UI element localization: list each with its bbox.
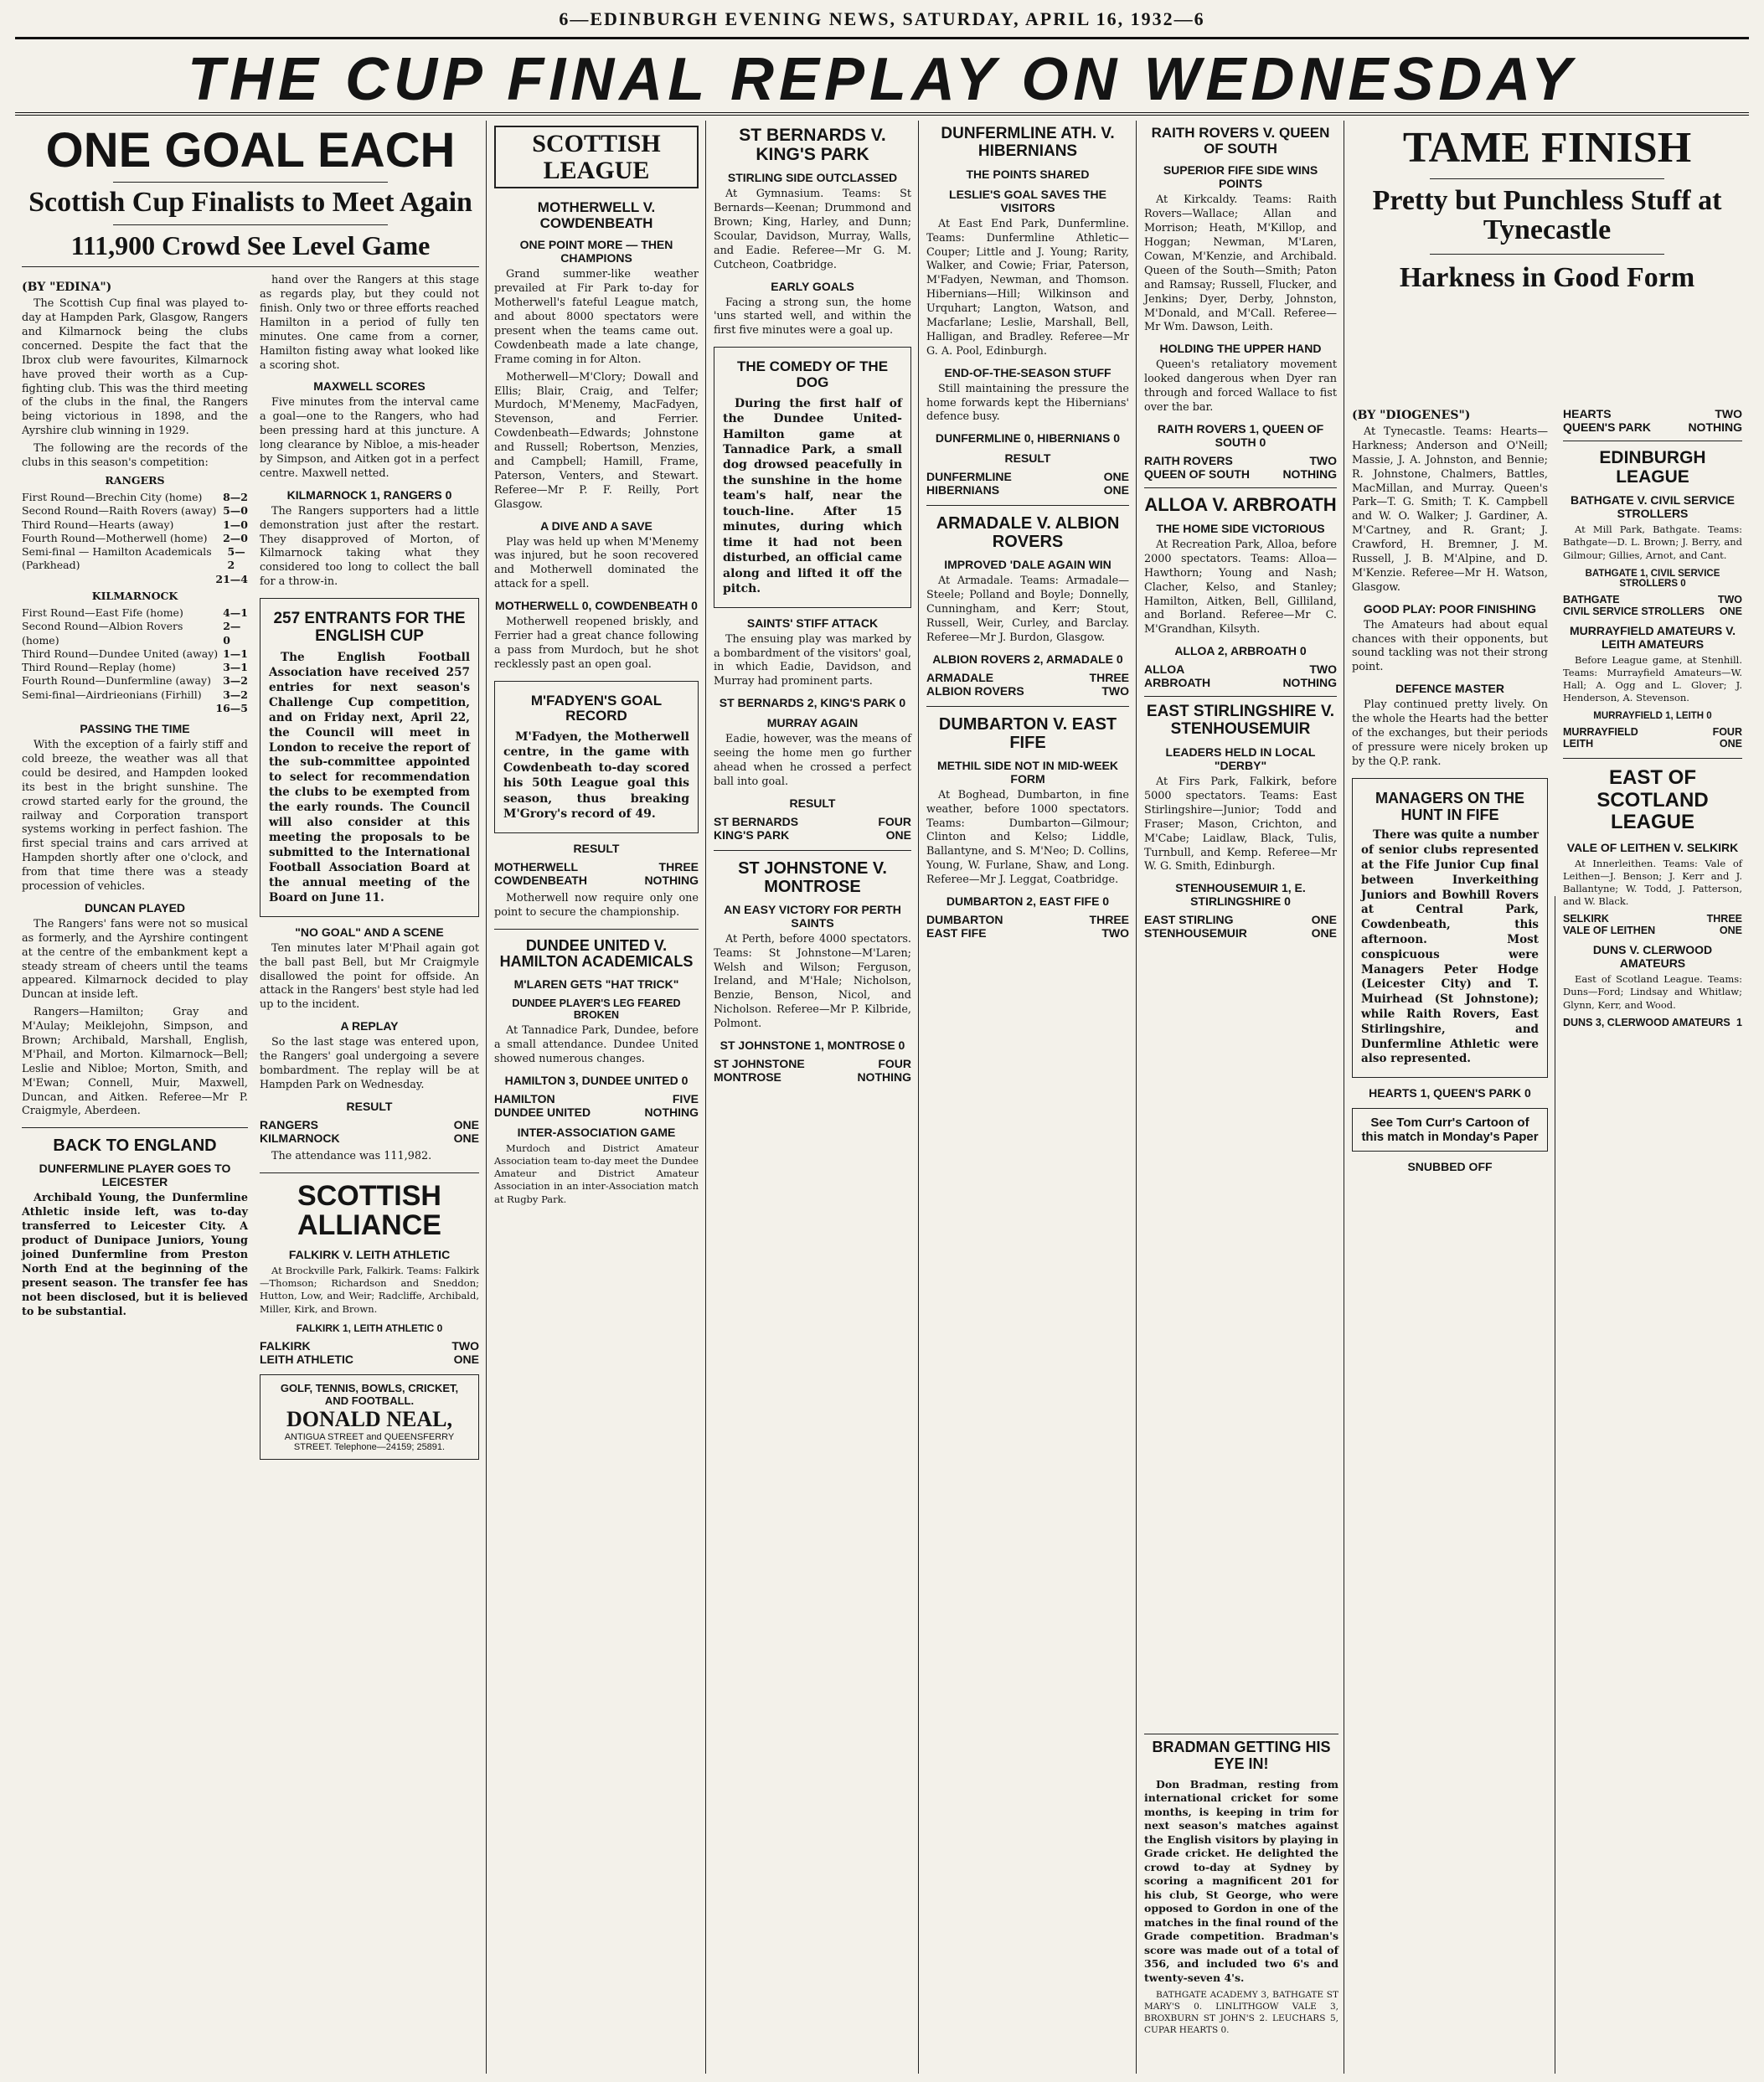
teams-text: Rangers—Hamilton; Gray and M'Aulay; Meiklejohn, Simpson, and Brown; Archibald, Marshall, English, M'Phail, and Morton. Kilmarnock—Bell; Leslie and Nibloe; Morton, Smith, and M'Ewan; Connell, Muir, Maxwell, Duncan, and Aitken. Referee—Mr P. Craigmyle, Aberdeen. (22, 1006, 248, 1118)
alliance-result: FALKIRK TWO LEITH ATHLETIC ONE (260, 1338, 479, 1366)
match-sub: THE HOME SIDE VICTORIOUS (1156, 522, 1325, 536)
record-row: Second Round—Albion Rovers (home) 2—0 (22, 620, 241, 647)
article-text: Eadie, however, was the means of seeing the home men go further ahead when he crossed a perfect ball into goal. (714, 733, 911, 788)
article-text: At Kirkcaldy. Teams: Raith Rovers—Wallace; Allan and Morrison; Heath, M'Killop, and Hoggan; Newman, M'Laren, Cowan, M'Kenzie, and Archibald. Queen of the South—Smith; Paton and Ramsay; Russell, Flucker, and Jenkins; Dyer, Derby, Johnston, M'Donald, and M'Call. Referee—Mr Wm. Dawson, Leith. (1144, 193, 1337, 334)
cup-final-subhead: Scottish Cup Finalists to Meet Again (28, 186, 472, 218)
article-text: Play was held up when M'Menemy was injured, but he soon recovered and Motherwell dominated the attack for a spell. (494, 535, 699, 591)
section-title: "NO GOAL" AND A SCENE (295, 925, 444, 939)
mfadyen-box (494, 681, 699, 833)
alliance-ht: FALKIRK 1, LEITH ATHLETIC 0 (296, 1322, 443, 1334)
section-title: MAXWELL SCORES (313, 379, 426, 394)
advert-name: DONALD NEAL, (286, 1406, 452, 1431)
article-text: At East End Park, Dunfermline. Teams: Dunfermline Athletic—Couper; Little and J. Young; Rarity, Walker, and Cowie; Friar, Paterson, M'Fadyen, Newman, and Thomson. Hibernians—Hill; Wilkinson and Urquhart; Langton, Watson, and Macfarlane; Leslie, Marshall, Bell, Halligan, and Bradley. Referee—Mr G. A. Pool, Edinburgh. (926, 217, 1129, 358)
page-banner: THE CUP FINAL REPLAY ON WEDNESDAY (187, 46, 1577, 113)
match-sub: AN EASY VICTORY FOR PERTH SAINTS (724, 902, 901, 930)
article-text: Before League game, at Stenhill. Teams: Murrayfield Amateurs—W. Hall; A. Ogg and L. Glover; J. Henderson, A. Stevenson. (1563, 653, 1742, 704)
managers-text: There was quite a number of senior clubs represented at the Fife Junior Cup final between Inverkeithing Juniors and Bowhill Rovers at Central Park, Cowdenbeath, this afternoon. Most conspicuous were Managers Peter Hodge (Leicester City) and T. Muirhead (St Johnstone); while Raith Rovers, East Stirlingshire, and Dunfermline Athletic were also represented. (1361, 828, 1539, 1066)
column-rule (705, 121, 706, 2074)
comedy-text: During the first half of the Dundee United-Hamilton game at Tannadice Park, a small dog drowsed peacefully in the sunshine in the home team's half, near the touch-line. After 15 minutes, during which time it had not been disturbed, an official came along and lifted it off the pitch. (723, 396, 902, 596)
half-time-score: HEARTS 1, QUEEN'S PARK 0 (1369, 1086, 1531, 1100)
advert-address: ANTIGUA STREET and QUEENSFERRY STREET. Telephone—24159; 25891. (284, 1431, 455, 1452)
st-bernards-result: ST BERNARDS FOUR KING'S PARK ONE (714, 814, 911, 842)
comedy-box (714, 347, 911, 607)
result-title: RESULT (789, 796, 836, 810)
match-sub: STIRLING SIDE OUTCLASSED (727, 171, 898, 185)
tame-finish-sub: Pretty but Punchless Stuff at Tynecastle (1372, 184, 1722, 246)
half-time-score: ALLOA 2, ARBROATH 0 (1174, 644, 1307, 658)
result-title: RESULT (346, 1099, 393, 1113)
divider (494, 929, 699, 930)
bradman-title: BRADMAN GETTING HIS EYE IN! (1152, 1739, 1331, 1772)
divider (260, 1172, 479, 1173)
record-title: RANGERS (105, 473, 165, 487)
article-text: At Gymnasium. Teams: St Bernards—Keenan; Drummond and Brown; King, Harley, and Dunn; Scoular, Davidson, Murray, Walls, and Eadie. Referee—Mr G. M. Cutcheon, Coatbridge. (714, 188, 911, 271)
hearts-result: HEARTS TWO QUEEN'S PARK NOTHING (1563, 407, 1742, 434)
intro-paragraph: The Scottish Cup final was played to-day at Hampden Park, Glasgow, Rangers and Kilmarnock being the clubs concerned. Despite the fact that the Ibrox club were favourites, Kilmarnock have proved their worth as a Cup-fighting club. This was the third meeting of the clubs in the final, the Rangers being victorious in 1898, and the Ayrshire club winning in 1929. (22, 297, 248, 438)
article-text: At Firs Park, Falkirk, before 5000 spectators. Teams: East Stirlingshire—Junior; Todd and Fraser; Mason, Crichton, and M'Cabe; Laidlaw, Black, Tulis, Turnbull, and Kemp. Referee—Mr W. G. Smith, Edinburgh. (1144, 776, 1337, 874)
scottish-league-column (487, 121, 705, 2074)
match-title: RAITH ROVERS V. QUEEN OF SOUTH (1151, 125, 1330, 157)
dumbarton-result: DUMBARTON THREE EAST FIFE TWO (926, 913, 1129, 941)
half-time-score: MOTHERWELL 0, COWDENBEATH 0 (495, 599, 698, 613)
result-title: RESULT (1004, 451, 1051, 466)
record-row: Fourth Round—Dunfermline (away) 3—2 (22, 674, 248, 688)
bradman-text: Don Bradman, resting from international cricket for some months, is keeping in trim for next season's matches against the English visitors by playing in Grade cricket. He delighted the crowd to-day at Sydney by scoring a magnificent 201 for his club, St George, who were opposed to Gordon in one of the matches in the final round of the Grade competition. Bradman's score was made out of a total of 356, and included two 6's and twenty-seven 4's. (1144, 1777, 1338, 1984)
column-rule (1136, 121, 1137, 2074)
tame-finish-sub2: Harkness in Good Form (1399, 261, 1695, 293)
duns-result: DUNS 3, CLERWOOD AMATEURS 1 (1563, 1016, 1742, 1028)
divider (1430, 178, 1664, 179)
cup-final-col-a (22, 274, 248, 1468)
divider (926, 706, 1129, 707)
attendance-text: The attendance was 111,982. (271, 1149, 432, 1162)
article-text: At Innerleithen. Teams: Vale of Leithen—J. Benson; J. Kerr and J. Ballantyne; W. Todd, J. Patterson, and W. Black. (1563, 857, 1742, 908)
teams-text: Motherwell—M'Clory; Dowall and Ellis; Blair, Craig, and Telfer; Murdoch, M'Menemy, MacFadyen, Stevenson, and Ferrier. Cowdenbeath—Edwards; Johnstone and Russell; Robertson, Menzies, and Campbell; Hamill, Frame, Paterson, Venters, and Stewart. Referee—Mr P. F. Reilly, Port Glasgow. (494, 370, 699, 511)
st-johnstone-result: ST JOHNSTONE FOUR MONTROSE NOTHING (714, 1057, 911, 1085)
tame-finish-headline: TAME FINISH (1402, 124, 1692, 172)
record-total: 21—4 (215, 572, 248, 585)
match-title: DUNS V. CLERWOOD AMATEURS (1592, 943, 1713, 971)
article-text: Motherwell reopened briskly, and Ferrier had a great chance following a pass from Murdoch, but he shot recklessly past an open goal. (494, 616, 699, 671)
divider (1144, 696, 1337, 697)
article-text: East of Scotland League. Teams: Duns—Ford; Lindsay and Whitlaw; Glynn, Kerr, and Wood. (1563, 973, 1742, 1011)
edinburgh-league-column (1556, 402, 1749, 2074)
section-title: MURRAY AGAIN (766, 716, 859, 730)
result-title: RESULT (573, 841, 620, 855)
managers-title: MANAGERS ON THE HUNT IN FIFE (1375, 789, 1524, 823)
article-text: At Mill Park, Bathgate. Teams: Bathgate—D. L. Brown; J. Berry, and Gilmour; Gillies, Arnot, and Cant. (1563, 523, 1742, 561)
selkirk-result: SELKIRK THREE VALE OF LEITHEN ONE (1563, 913, 1742, 937)
section-title: GOOD PLAY: POOR FINISHING (1363, 601, 1537, 616)
record-row: First Round—East Fife (home) 4—1 (22, 606, 248, 620)
alliance-match: FALKIRK V. LEITH ATHLETIC (288, 1248, 451, 1262)
section-title: SAINTS' STIFF ATTACK (746, 616, 879, 630)
article-text: At Boghead, Dumbarton, in fine weather, before 1000 spectators. Teams: Dumbarton—Gilmour; Clinton and Kelso; Liddle, Ballantyne, and S. M'Neo; D. Collins, Young, W. Furlane, Shaw, and Long. Referee—Mr J. Leggat, Coatbridge. (926, 788, 1129, 887)
article-text: Queen's retaliatory movement looked dangerous when Dyer ran through and forced Wallace to fist over the bar. (1144, 358, 1337, 414)
match-title: ALLOA V. ARBROATH (1144, 493, 1337, 515)
article-text: The ensuing play was marked by a bombardment of the visitors' goal, in which Eadie, Davidson, and Murray had prominent parts. (714, 632, 911, 688)
divider (714, 850, 911, 851)
match-title: BATHGATE V. CIVIL SERVICE STROLLERS (1570, 493, 1736, 521)
match-sub: IMPROVED 'DALE AGAIN WIN (944, 558, 1112, 572)
half-time-score: ALBION ROVERS 2, ARMADALE 0 (932, 652, 1123, 666)
article-text: Facing a strong sun, the home 'uns started well, and within the first five minutes were a goal up. (714, 296, 911, 338)
match-sub: DUNDEE PLAYER'S LEG FEARED BROKEN (512, 997, 681, 1022)
entrants-box (260, 598, 479, 917)
section-title: A REPLAY (340, 1019, 399, 1033)
east-scotland-title: EAST OF SCOTLAND LEAGUE (1596, 766, 1709, 834)
article-text: At Tannadice Park, Dundee, before a small attendance. Dundee United showed numerous changes. (494, 1024, 699, 1065)
crowd-headline: 111,900 Crowd See Level Game (70, 229, 431, 260)
section-title: SNUBBED OFF (1407, 1160, 1493, 1174)
article-text: Grand summer-like weather prevailed at Fir Park to-day for Motherwell's fateful League match, and about 8000 spectators were present when the teams came out. Cowdenbeath made a late change, Frame coming in for Alton. (494, 268, 699, 366)
section-title: INTER-ASSOCIATION GAME (517, 1125, 676, 1139)
section-title: PASSING THE TIME (80, 722, 190, 736)
cartoon-note (1352, 1108, 1548, 1152)
byline: (BY "DIOGENES") (1352, 409, 1471, 422)
half-time-score: HAMILTON 3, DUNDEE UNITED 0 (504, 1073, 689, 1087)
divider (22, 266, 479, 267)
article-text: Play continued pretty lively. On the whole the Hearts had the better of the exchanges, but their periods of pressure were nicely broken up by the Q.P. rank. (1352, 698, 1548, 768)
no-goal-text: Ten minutes later M'Phail again got the ball past Bell, but Mr Craigmyle disallowed the point for offside. An attack in the Rangers' best style had led up to the incident. (260, 941, 479, 1012)
scottish-league-title: SCOTTISH LEAGUE (494, 126, 699, 188)
motherwell-result: MOTHERWELL THREE COWDENBEATH NOTHING (494, 859, 699, 887)
article-text: At Recreation Park, Alloa, before 2000 spectators. Teams: Alloa—Hawthorn; Young and Nash; Clacher, Kelso, and Stanley; Hamilton, Aitken, Bell, Gilliland, and Borland. Referee—Mr C. M'Grandhan, Kilsyth. (1144, 539, 1337, 636)
article-text: Murdoch and District Amateur Association team to-day meet the Dundee Amateur and District Amateur Association in an inter-Association match at Rugby Park. (494, 1141, 699, 1205)
back-to-england-title: BACK TO ENGLAND (53, 1136, 217, 1156)
banner-rule (15, 112, 1749, 116)
cup-final-result: RANGERS ONE KILMARNOCK ONE (260, 1117, 479, 1145)
article-text: Still maintaining the pressure the home forwards kept the Hibernians' defence busy. (926, 382, 1129, 424)
half-time-score: DUMBARTON 2, EAST FIFE 0 (946, 894, 1110, 909)
section-title: DEFENCE MASTER (1395, 682, 1504, 696)
replay-text: So the last stage was entered upon, the Rangers' goal undergoing a severe bombardment. The replay will be at Hampden Park on Wednesday. (260, 1036, 479, 1091)
rangers-record (22, 474, 248, 715)
entrants-text: The English Football Association have received 257 entries for next season's Challenge Cup competition, and on Friday next, April 22, the Council will meet in London to receive the report of the sub-committee appointed to select for recommendation the clubs to be exempted from the early rounds. The Council will also consider at this meeting the proposals to be submitted to the International Football Association Board at the annual meeting of the Board on June 11. (269, 650, 470, 904)
match-sub: ONE POINT MORE — THEN CHAMPIONS (519, 238, 673, 265)
passing-text: With the exception of a fairly stiff and cold breeze, the weather was all that could be desired, and Hampden looked its best in the bright sunshine. The crowd started early for the ground, the railway and Corporation transport systems working in perfect fashion. The first special trains and cars arrived at Hampden shortly after one o'clock, and from that time there was a steady procession of vehicles. (22, 739, 248, 894)
dundee-united-result: HAMILTON FIVE DUNDEE UNITED NOTHING (494, 1091, 699, 1119)
divider (1563, 758, 1742, 759)
divider (113, 182, 388, 183)
half-time-score: RAITH ROVERS 1, QUEEN OF SOUTH 0 (1157, 421, 1324, 449)
match-sub: METHIL SIDE NOT IN MID-WEEK FORM (937, 758, 1118, 786)
article-text: At Armadale. Teams: Armadale—Steele; Polland and Boyle; Donnelly, Cunningham, and Kerr; Stout, Russell, Weir, Curley, and Barclay. Referee—Mr J. Burdon, Glasgow. (926, 575, 1129, 644)
back-to-england-text: Archibald Young, the Dunfermline Athletic inside left, was to-day transferred to Leicester City. A product of Dunipace Juniors, Young joined Dunfermline from Preston North End at the beginning of the present season. The transfer fee has not been disclosed, but it is believed to be substantial. (22, 1192, 248, 1318)
half-time-score: STENHOUSEMUIR 1, E. STIRLINGSHIRE 0 (1175, 881, 1306, 909)
record-total: 16—5 (215, 701, 248, 714)
alliance-title: SCOTTISH ALLIANCE (297, 1179, 441, 1242)
half-time-score: KILMARNOCK 1, RANGERS 0 (286, 487, 452, 502)
raith-result: RAITH ROVERS TWO QUEEN OF SOUTH NOTHING (1144, 453, 1337, 481)
top-rule (15, 37, 1749, 39)
st-bernards-column (707, 121, 918, 2074)
column-rule (486, 121, 487, 2074)
duncan-text: The Rangers' fans were not so musical as formerly, and the Ayrshire contingent at the centre of the embankment kept a steady stream of cheers until the teams appeared. Kilmarnock decided to play Duncan at inside left. (22, 917, 248, 1002)
half-time-score: BATHGATE 1, CIVIL SERVICE STROLLERS 0 (1585, 568, 1720, 589)
column-rule (918, 121, 919, 2074)
section-title: HOLDING THE UPPER HAND (1159, 342, 1322, 356)
record-title: KILMARNOCK (91, 589, 178, 602)
section-title: END-OF-THE-SEASON STUFF (944, 365, 1112, 379)
managers-box (1352, 778, 1548, 1079)
match-title: ST JOHNSTONE V. MONTROSE (738, 858, 887, 896)
cup-final-article (15, 121, 486, 2074)
match-title: ARMADALE V. ALBION ROVERS (936, 514, 1120, 552)
article-text: Motherwell now require only one point to secure the championship. (494, 891, 699, 919)
match-sub: LESLIE'S GOAL SAVES THE VISITORS (949, 187, 1106, 214)
match-title: VALE OF LEITHEN V. SELKIRK (1566, 840, 1739, 854)
record-row: First Round—Brechin City (home) 8—2 (22, 491, 248, 504)
section-title: EARLY GOALS (771, 279, 854, 293)
records-intro: The following are the records of the clubs in this season's competition: (22, 442, 248, 469)
alloa-result: ALLOA TWO ARBROATH NOTHING (1144, 662, 1337, 690)
match-title: EAST STIRLINGSHIRE V. STENHOUSEMUIR (1146, 703, 1335, 739)
match-sub: LEADERS HELD IN LOCAL "DERBY" (1165, 745, 1316, 773)
byline: (BY "EDINA") (22, 281, 112, 295)
cartoon-text: See Tom Curr's Cartoon of this match in Monday's Paper (1361, 1116, 1539, 1145)
match-title: DUNDEE UNITED V. HAMILTON ACADEMICALS (499, 936, 694, 971)
divider (1144, 487, 1337, 488)
half-time-score: MURRAYFIELD 1, LEITH 0 (1593, 711, 1712, 722)
section-title: DUNCAN PLAYED (84, 900, 186, 915)
cup-final-headline: ONE GOAL EACH (45, 123, 456, 178)
divider (22, 1127, 248, 1128)
edinburgh-league-title: EDINBURGH LEAGUE (1599, 448, 1706, 487)
dunfermline-column (920, 121, 1136, 2074)
newspaper-page (15, 8, 1749, 2074)
match-title: ST BERNARDS V. KING'S PARK (739, 126, 886, 165)
half-time-score: DUNFERMLINE 0, HIBERNIANS 0 (935, 431, 1121, 446)
article-text: At Tynecastle. Teams: Hearts—Harkness; Anderson and O'Neill; Massie, J. A. Johnston, and Bennie; R. Johnstone, Chalmers, Battles, MacMillan, and Murray. Queen's Park—T. G. Smith; T. K. Campbell and W. O. Walker; J. Gardiner, A. M'Cartney, and R. Grant; J. Crawford, H. Bremner, J. M. Russell, J. B. M'Alpine, and D. M'Kenzie. Referee—Mr H. Watson, Glasgow. (1352, 425, 1548, 594)
east-stirling-result: EAST STIRLING ONE STENHOUSEMUIR ONE (1144, 913, 1337, 941)
match-sub: M'LAREN GETS "HAT TRICK" (513, 977, 679, 992)
match-title: DUMBARTON V. EAST FIFE (938, 714, 1117, 752)
entrants-title: 257 ENTRANTS FOR THE ENGLISH CUP (273, 610, 466, 645)
dunfermline-result: DUNFERMLINE ONE HIBERNIANS ONE (926, 470, 1129, 497)
divider (113, 224, 388, 225)
bathgate-result: BATHGATE TWO CIVIL SERVICE STROLLERS ONE (1563, 593, 1742, 617)
match-sub: THE POINTS SHARED (966, 167, 1090, 181)
tame-finish-header (1345, 121, 1749, 439)
cup-final-col-b (260, 274, 479, 1468)
match-sub: SUPERIOR FIFE SIDE WINS POINTS (1163, 163, 1318, 191)
record-row: Second Round—Raith Rovers (away) 5—0 (22, 504, 248, 518)
record-row: Third Round—Dundee United (away) 1—1 (22, 647, 248, 660)
advert-donald-neal (260, 1374, 479, 1460)
murrayfield-result: MURRAYFIELD FOUR LEITH ONE (1563, 726, 1742, 750)
bradman-article (1144, 1734, 1338, 2040)
tame-finish-column (1345, 402, 1555, 2074)
article-text: At Perth, before 4000 spectators. Teams: St Johnstone—M'Laren; Welsh and Wilson; Ferguson, Ireland, and M'Hale; Nicholson, Benzie, Benson, Nicol, and Nicholson. Referee—Mr P. Kilbride, Polmont. (714, 932, 911, 1031)
article-text: The Amateurs had about equal chances with their opponents, but sound tackling was not their strong point. (1352, 618, 1548, 674)
mfadyen-text: M'Fadyen, the Motherwell centre, in the game with Cowdenbeath to-day scored his 50th League goal this season, thus breaking M'Grory's record of 49. (503, 730, 689, 822)
fixtures-text: BATHGATE ACADEMY 3, BATHGATE ST MARY'S 0. LINLITHGOW VALE 3, BROXBURN ST JOHN'S 2. LEUCHARS 5, CUPAR HEARTS 0. (1144, 1990, 1338, 2035)
record-row: Fourth Round—Motherwell (home) 2—0 (22, 531, 248, 544)
record-row: Semi-final — Hamilton Academicals (Parkhead) 5—2 (22, 545, 245, 572)
col-b-text: hand over the Rangers at this stage as regards play, but they could not finish. Only two or three efforts reached Hamilton in a period of fully ten minutes. One came from a corner, Hamilton fisting away what looked like a scoring shot. (260, 274, 479, 372)
match-title: DUNFERMLINE ATH. V. HIBERNIANS (941, 125, 1115, 160)
second-half-text: The Rangers supporters had a little demonstration just after the restart. They disapproved of Morton, of Kilmarnock taking what they considered too long to collect the ball for a throw-in. (260, 504, 479, 589)
divider (926, 505, 1129, 506)
page-folio: 6—EDINBURGH EVENING NEWS, SATURDAY, APRIL 16, 1932—6 (559, 8, 1205, 29)
section-title: A DIVE AND A SAVE (540, 518, 652, 533)
match-title: MOTHERWELL V. COWDENBEATH (537, 199, 656, 231)
divider (1430, 254, 1664, 255)
half-time-score: ST BERNARDS 2, KING'S PARK 0 (719, 696, 906, 710)
record-row: Third Round—Replay (home) 3—1 (22, 661, 248, 674)
half-time-score: ST JOHNSTONE 1, MONTROSE 0 (720, 1038, 905, 1053)
record-row: Third Round—Hearts (away) 1—0 (22, 518, 248, 531)
match-title: MURRAYFIELD AMATEURS V. LEITH AMATEURS (1569, 623, 1736, 651)
alliance-text: At Brockville Park, Falkirk. Teams: Falkirk—Thomson; Richardson and Sneddon; Hutton, Low, and Weir; Radcliffe, Archibald, Miller, Kirk, and Brown. (260, 1265, 479, 1315)
comedy-title: THE COMEDY OF THE DOG (736, 358, 889, 390)
maxwell-text: Five minutes from the interval came a goal—one to the Rangers, who had been pressing hard at this juncture. A long clearance by Nibloe, a mis-header by Simpson, and Aitken got in a perfect centre. Maxwell netted. (260, 396, 479, 480)
back-to-england-sub: DUNFERMLINE PLAYER GOES TO LEICESTER (39, 1162, 231, 1189)
mfadyen-title: M'FADYEN'S GOAL RECORD (530, 692, 663, 724)
record-row: Semi-final—Airdrieonians (Firhill) 3—2 (22, 688, 248, 701)
advert-line: GOLF, TENNIS, BOWLS, CRICKET, AND FOOTBALL. (280, 1381, 459, 1407)
armadale-result: ARMADALE THREE ALBION ROVERS TWO (926, 670, 1129, 698)
